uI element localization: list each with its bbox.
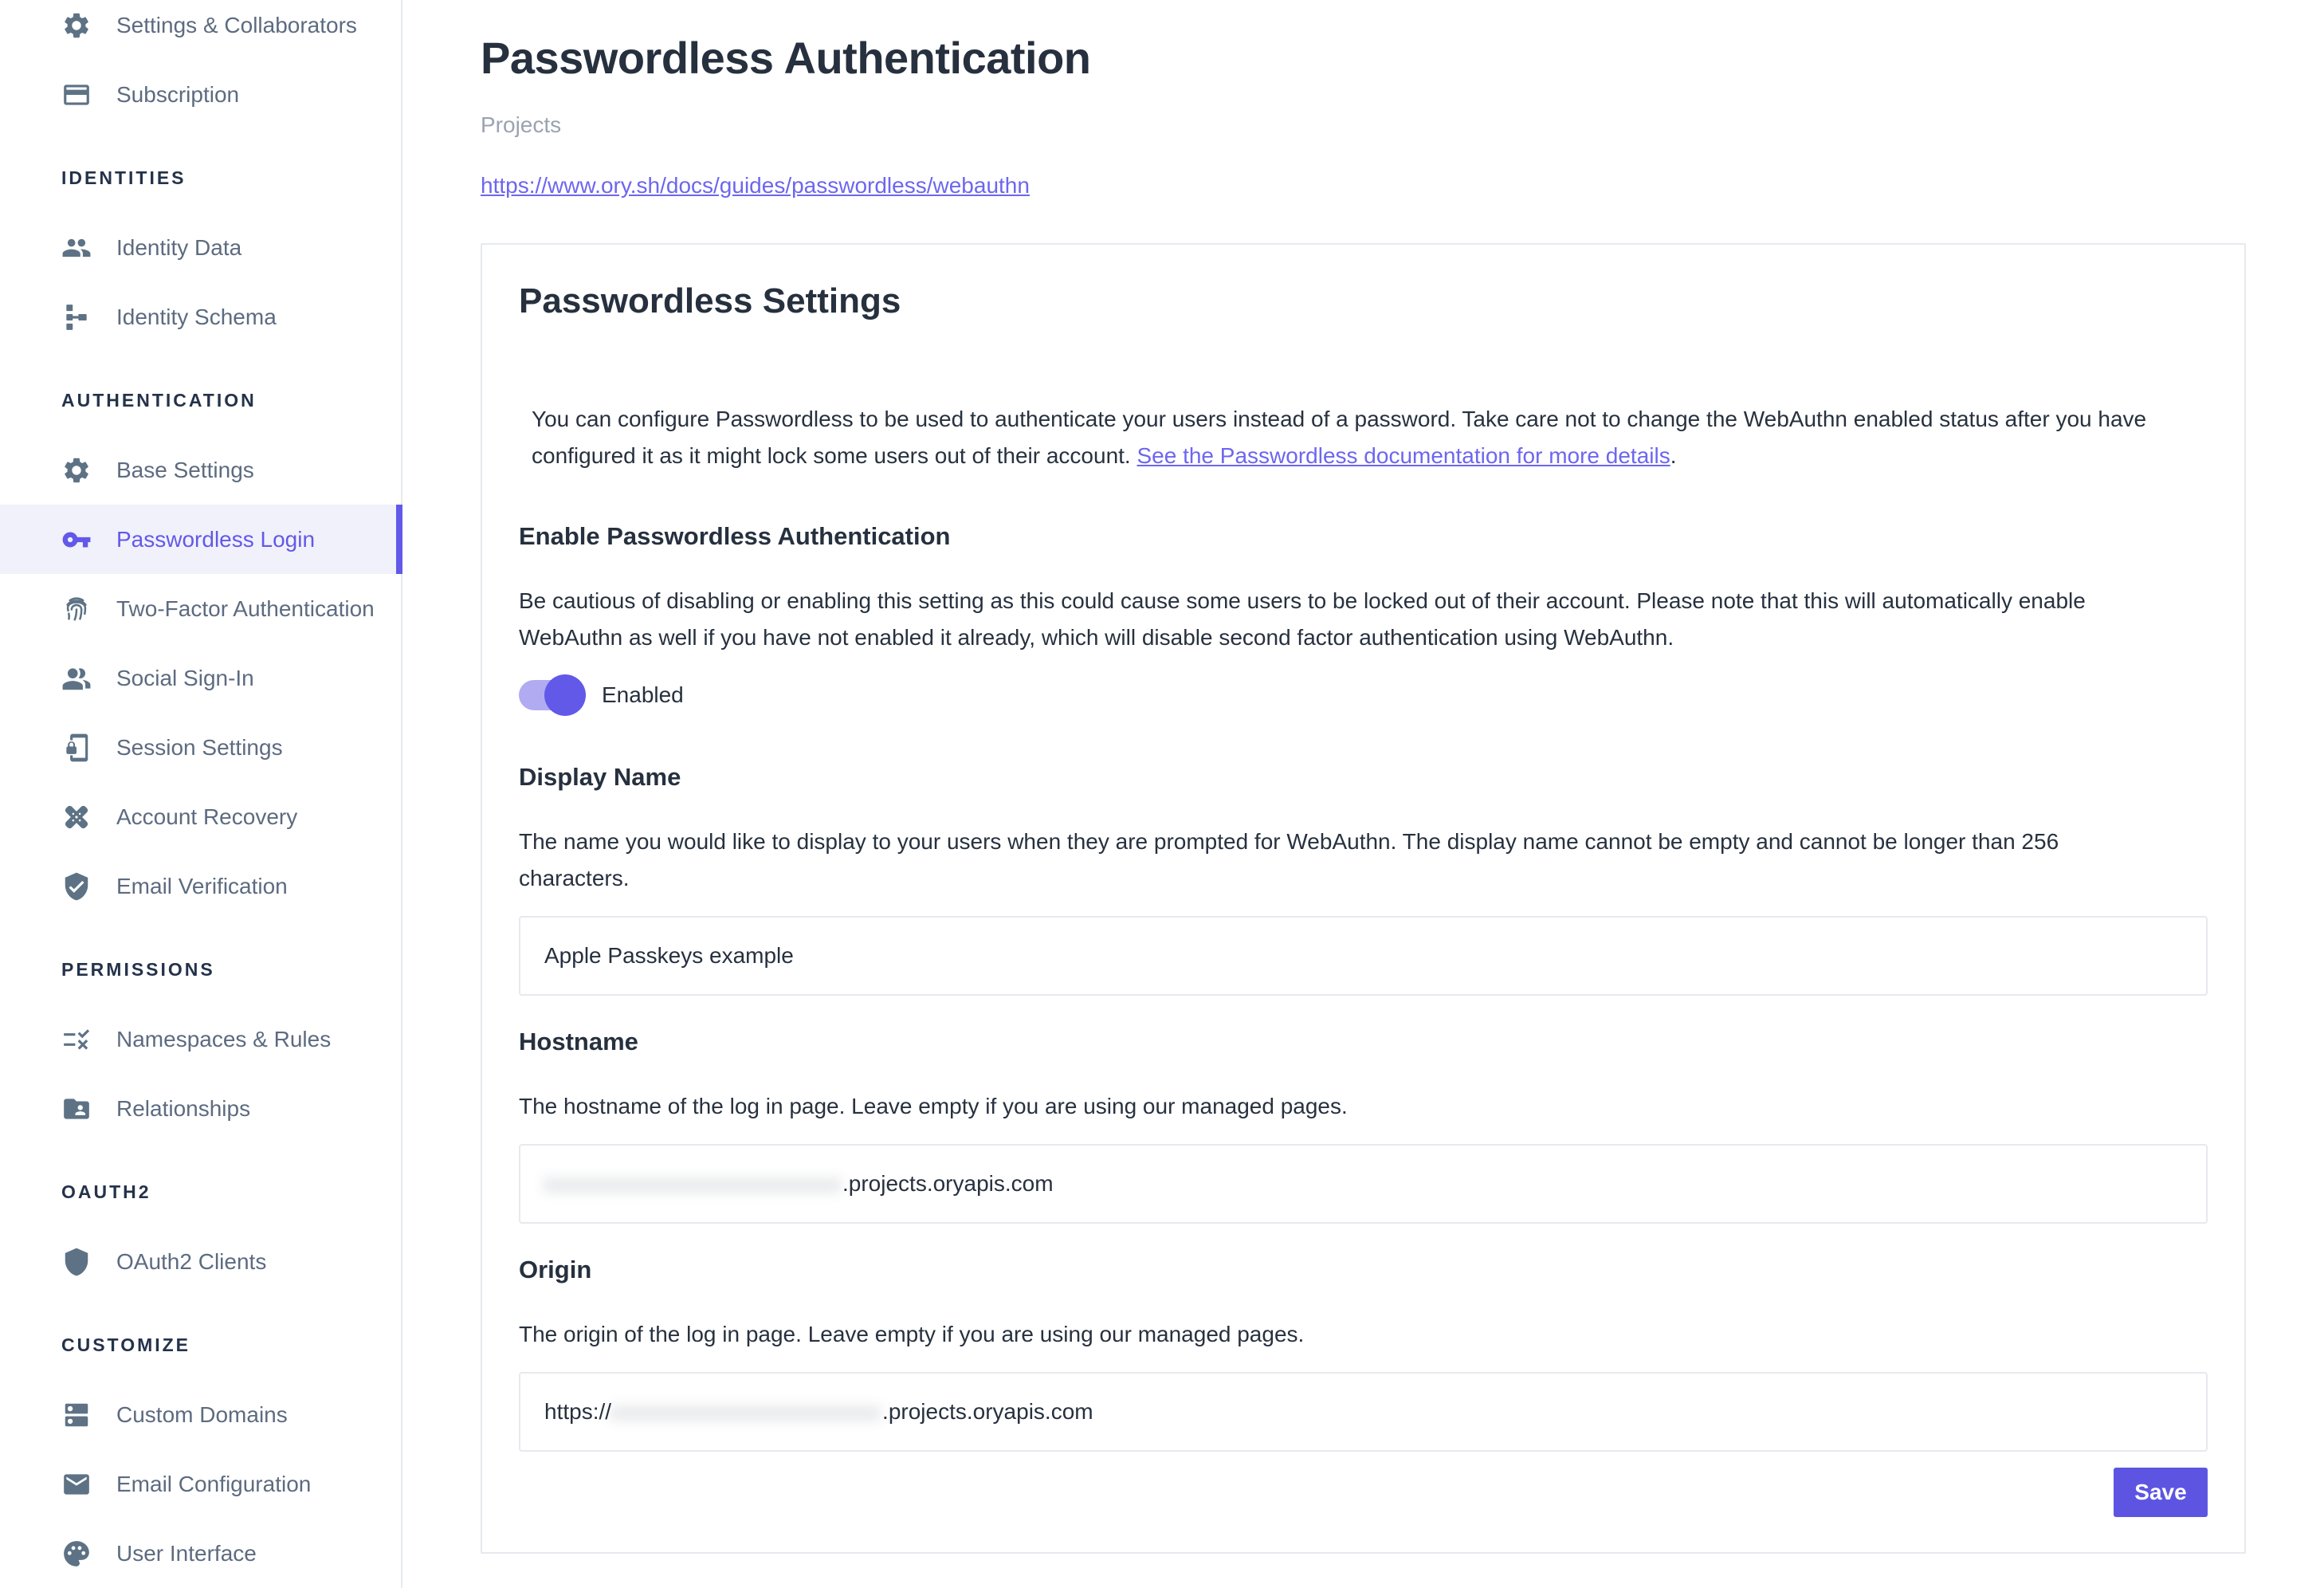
redacted-text: xxxxxxxxxxxxxxxxxxxxxx	[544, 1171, 842, 1196]
active-indicator	[396, 505, 402, 574]
sidebar-item-label: Subscription	[116, 81, 240, 107]
mail-icon	[61, 1469, 92, 1500]
redacted-text: xxxxxxxxxxxxxxxxxxxx	[611, 1399, 883, 1424]
sidebar-section-customize: CUSTOMIZE	[61, 1334, 191, 1355]
intro-text: You can configure Passwordless to be used to authenticate your users instead of a password. Take care not to change the WebAuthn enabled status after you have configured it as it might lock some users out of their account.	[532, 407, 2147, 468]
card-intro	[532, 401, 2181, 474]
toggle-label: Enabled	[602, 682, 684, 707]
sidebar-item-custom-domains[interactable]	[0, 1380, 402, 1449]
hostname-suffix: .projects.oryapis.com	[842, 1171, 1054, 1196]
origin-input[interactable]	[519, 1372, 2208, 1452]
enable-passwordless-title: Enable Passwordless Authentication	[519, 522, 951, 550]
people-alt-icon	[61, 663, 92, 694]
enable-passwordless-description: Be cautious of disabling or enabling this setting as this could cause some users to be locked out of their account. Please note that this will automatically enable WebAuthn as well if you have not enabled it already, which will disable second factor authentication using WebAuthn.	[519, 588, 2086, 650]
sidebar-section-permissions: PERMISSIONS	[61, 959, 215, 980]
sidebar-item-label: Account Recovery	[116, 804, 298, 829]
sidebar-item-account-recovery[interactable]	[0, 782, 402, 851]
folder-person-icon	[61, 1094, 92, 1124]
sidebar	[0, 0, 402, 1588]
display-name-input[interactable]	[519, 916, 2208, 996]
docs-link[interactable]: https://www.ory.sh/docs/guides/passwordless/webauthn	[481, 173, 1030, 198]
sidebar-item-email-configuration[interactable]	[0, 1449, 402, 1519]
people-icon	[61, 233, 92, 263]
passwordless-enabled-toggle[interactable]	[519, 680, 581, 710]
sidebar-item-label: OAuth2 Clients	[116, 1248, 267, 1274]
sidebar-item-label: Two-Factor Authentication	[116, 596, 375, 621]
display-name-title: Display Name	[519, 763, 681, 791]
sidebar-nav	[0, 0, 402, 1588]
sidebar-item-identity-data[interactable]	[0, 213, 402, 282]
sidebar-item-base-settings[interactable]	[0, 435, 402, 505]
key-icon	[61, 525, 92, 555]
origin-description: The origin of the log in page. Leave empty if you are using our managed pages.	[519, 1322, 1305, 1346]
sidebar-item-label: Identity Data	[116, 234, 242, 260]
fingerprint-icon	[61, 594, 92, 624]
sidebar-item-namespaces-rules[interactable]	[0, 1004, 402, 1074]
sidebar-item-label: Relationships	[116, 1095, 251, 1121]
credit-card-icon	[61, 80, 92, 110]
page-title: Passwordless Authentication	[481, 33, 1091, 83]
palette-icon	[61, 1539, 92, 1569]
sidebar-item-oauth2-clients[interactable]	[0, 1227, 402, 1296]
page-subtitle: Projects	[481, 112, 562, 137]
gear-icon	[61, 455, 92, 485]
docs-link-row	[481, 173, 2246, 198]
toggle-knob	[544, 674, 586, 716]
sidebar-item-email-verification[interactable]	[0, 851, 402, 921]
rule-icon	[61, 1024, 92, 1055]
sidebar-item-identity-schema[interactable]	[0, 282, 402, 352]
main-content	[402, 0, 2324, 1588]
sidebar-divider	[401, 0, 402, 1588]
origin-suffix: .projects.oryapis.com	[882, 1399, 1093, 1424]
sidebar-section-identities: IDENTITIES	[61, 167, 186, 188]
sidebar-item-label: Email Verification	[116, 873, 288, 898]
shield-check-icon	[61, 871, 92, 902]
hostname-input[interactable]	[519, 1144, 2208, 1224]
sidebar-item-label: User Interface	[116, 1540, 257, 1566]
save-row	[519, 1468, 2208, 1517]
sidebar-section-authentication: AUTHENTICATION	[61, 390, 257, 411]
gear-icon	[61, 10, 92, 41]
hostname-title: Hostname	[519, 1028, 638, 1055]
shield-icon	[61, 1247, 92, 1277]
display-name-description: The name you would like to display to your users when they are prompted for WebAuthn. The display name cannot be empty and cannot be longer than 256 characters.	[519, 829, 2059, 890]
sidebar-item-user-interface[interactable]	[0, 1519, 402, 1588]
sidebar-item-relationships[interactable]	[0, 1074, 402, 1143]
sidebar-item-subscription[interactable]	[0, 60, 402, 129]
origin-title: Origin	[519, 1256, 592, 1283]
origin-prefix: https://	[544, 1399, 612, 1424]
passwordless-docs-link[interactable]: See the Passwordless documentation for more details	[1136, 443, 1670, 468]
sidebar-item-label: Base Settings	[116, 457, 254, 482]
schema-icon	[61, 302, 92, 332]
dns-icon	[61, 1400, 92, 1430]
sidebar-item-session-settings[interactable]	[0, 713, 402, 782]
sidebar-item-label: Identity Schema	[116, 304, 277, 329]
toggle-row	[519, 680, 2208, 710]
sidebar-item-label: Custom Domains	[116, 1401, 288, 1427]
sidebar-item-label: Session Settings	[116, 734, 283, 760]
passwordless-settings-card	[481, 243, 2246, 1554]
sidebar-section-oauth2: OAUTH2	[61, 1181, 151, 1202]
sidebar-item-passwordless-login[interactable]	[0, 505, 402, 574]
sidebar-item-label: Namespaces & Rules	[116, 1026, 332, 1051]
card-title: Passwordless Settings	[519, 281, 901, 320]
phone-lock-icon	[61, 733, 92, 763]
sidebar-item-two-factor[interactable]	[0, 574, 402, 643]
hostname-description: The hostname of the log in page. Leave empty if you are using our managed pages.	[519, 1094, 1348, 1118]
intro-suffix: .	[1670, 443, 1677, 468]
sidebar-item-label: Settings & Collaborators	[116, 12, 357, 37]
sidebar-item-label: Social Sign-In	[116, 665, 254, 690]
healing-icon	[61, 802, 92, 832]
sidebar-item-label: Passwordless Login	[116, 526, 316, 552]
sidebar-item-social-sign-in[interactable]	[0, 643, 402, 713]
save-button[interactable]: Save	[2114, 1468, 2208, 1517]
sidebar-item-label: Email Configuration	[116, 1471, 312, 1496]
sidebar-item-settings-collaborators[interactable]	[0, 0, 402, 60]
